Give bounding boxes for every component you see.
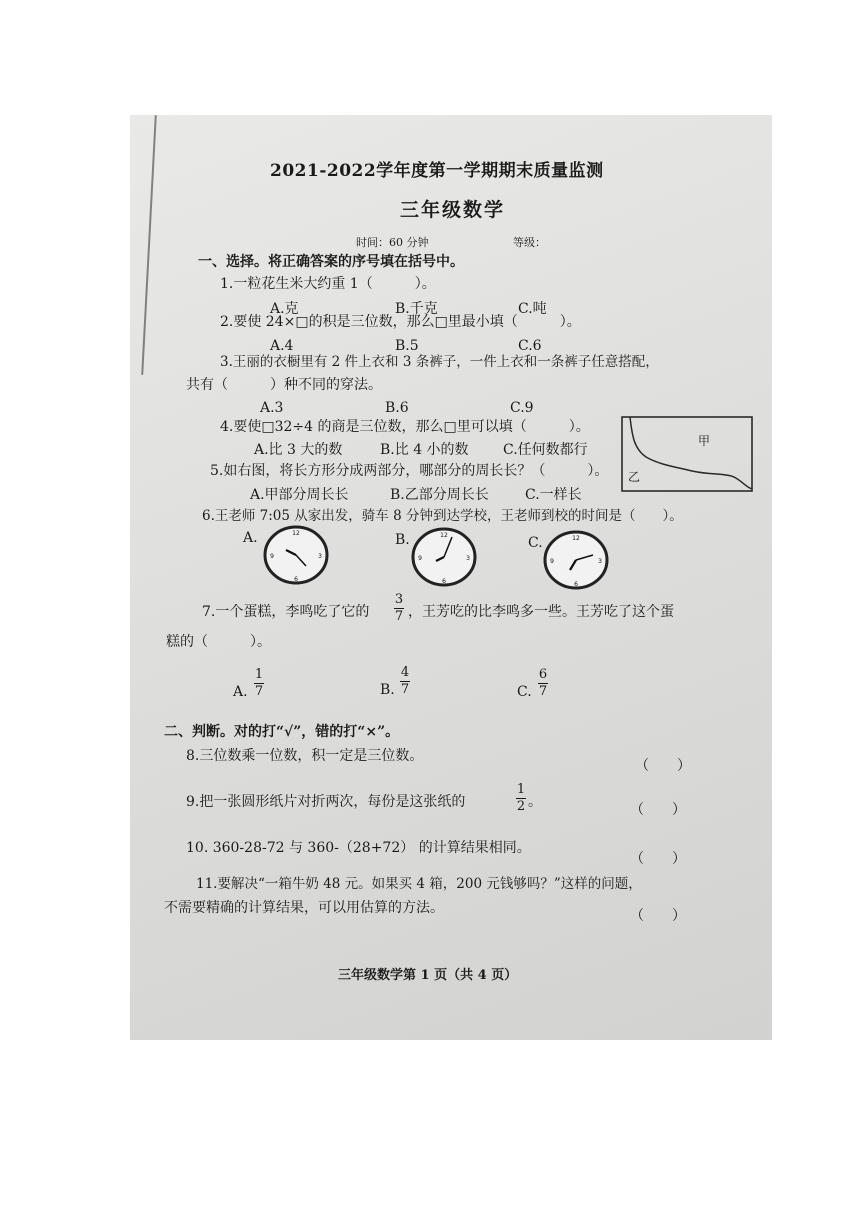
q3-line2: 共有（ ）种不同的穿法。 xyxy=(186,377,382,393)
q2-option-b: B.5 xyxy=(395,338,419,354)
section1-heading: 一、选择。将正确答案的序号填在括号中。 xyxy=(198,254,464,270)
q5-option-b: B.乙部分周长长 xyxy=(390,487,489,503)
q7-frac-den: 7 xyxy=(394,609,404,624)
q7-line2: 糕的（ ）。 xyxy=(166,634,271,650)
fig-label-yi: 乙 xyxy=(628,470,641,484)
svg-text:6: 6 xyxy=(442,578,446,585)
bleed-through-text xyxy=(600,175,704,194)
svg-text:6: 6 xyxy=(574,581,578,588)
q11-line2: 不需要精确的计算结果，可以用估算的方法。 xyxy=(164,900,444,916)
q3-option-a: A.3 xyxy=(260,400,284,416)
q4-text: 4.要使□32÷4 的商是三位数，那么□里可以填（ ）。 xyxy=(220,419,590,435)
q1-text: 1.一粒花生米大约重 1（ ）。 xyxy=(220,276,436,292)
q7-b-den: 7 xyxy=(400,682,410,697)
fig-label-jia: 甲 xyxy=(698,434,711,448)
q7-c-num: 6 xyxy=(538,667,548,682)
exam-paper xyxy=(130,115,772,1040)
svg-text:12: 12 xyxy=(440,532,448,539)
q6-text: 6.王老师 7:05 从家出发，骑车 8 分钟到达学校，王老师到校的时间是（ ）。 xyxy=(202,508,683,524)
q7-option-c-label: C. xyxy=(517,684,532,700)
q10-text: 10. 360-28-72 与 360-（28+72） 的计算结果相同。 xyxy=(186,840,531,856)
svg-text:3: 3 xyxy=(598,558,602,565)
q5-option-a: A.甲部分周长长 xyxy=(250,487,349,503)
paper-edge-line xyxy=(141,115,157,375)
q7-c-den: 7 xyxy=(538,684,548,699)
clock-b xyxy=(410,527,478,587)
section2-heading: 二、判断。对的打“√”，错的打“×”。 xyxy=(164,724,400,740)
q8-text: 8.三位数乘一位数，积一定是三位数。 xyxy=(186,748,424,764)
q11-bracket: （ ） xyxy=(630,908,686,924)
q7-a-den: 7 xyxy=(254,684,264,699)
q1-option-b: B.千克 xyxy=(395,301,438,317)
grade-label: 等级： xyxy=(513,236,546,249)
q11-line1: 11.要解决“一箱牛奶 48 元。如果买 4 箱，200 元钱够吗？”这样的问题， xyxy=(196,876,642,892)
q7-text-before: 7.一个蛋糕，李鸣吃了它的 xyxy=(202,604,370,620)
q10-bracket: （ ） xyxy=(630,851,686,867)
svg-text:9: 9 xyxy=(550,558,554,565)
q9-frac-num: 1 xyxy=(516,782,526,797)
svg-text:12: 12 xyxy=(292,530,300,537)
q2-text: 2.要使 24×□的积是三位数，那么□里最小填（ ）。 xyxy=(220,314,581,330)
q9-fraction xyxy=(516,783,526,814)
q9-text-after: 。 xyxy=(528,794,542,810)
svg-text:9: 9 xyxy=(418,555,422,562)
q3-option-b: B.6 xyxy=(385,400,409,416)
page-footer: 三年级数学第 1 页（共 4 页） xyxy=(338,968,518,983)
q4-option-c: C.任何数都行 xyxy=(503,442,588,458)
q7-option-c-fraction xyxy=(538,668,548,699)
svg-text:12: 12 xyxy=(572,535,580,542)
rectangle-division-figure xyxy=(620,415,756,495)
q2-option-c: C.6 xyxy=(518,338,542,354)
svg-text:9: 9 xyxy=(270,553,274,560)
time-label: 时间：60 分钟 xyxy=(356,236,429,249)
svg-text:3: 3 xyxy=(466,555,470,562)
q3-option-c: C.9 xyxy=(510,400,534,416)
q6-option-c: C. xyxy=(528,535,543,551)
exam-title: 2021-2022学年度第一学期期末质量监测 xyxy=(270,161,604,181)
q9-frac-den: 2 xyxy=(516,799,526,814)
q1-option-c: C.吨 xyxy=(518,301,547,317)
svg-text:6: 6 xyxy=(294,576,298,583)
q7-option-b-fraction xyxy=(400,666,410,697)
clock-a xyxy=(262,525,330,585)
exam-subtitle: 三年级数学 xyxy=(400,199,506,221)
q4-option-a: A.比 3 大的数 xyxy=(254,442,343,458)
q4-option-b: B.比 4 小的数 xyxy=(380,442,469,458)
q6-option-b: B. xyxy=(395,532,410,548)
q7-b-num: 4 xyxy=(400,665,410,680)
q6-option-a: A. xyxy=(243,530,258,546)
q7-a-num: 1 xyxy=(254,667,264,682)
q8-bracket: （ ） xyxy=(635,758,691,774)
q7-option-a-label: A. xyxy=(233,684,248,700)
q7-option-a-fraction xyxy=(254,668,264,699)
q9-bracket: （ ） xyxy=(630,802,686,818)
q2-option-a: A.4 xyxy=(270,338,294,354)
q7-frac-num: 3 xyxy=(394,592,404,607)
svg-text:3: 3 xyxy=(318,553,322,560)
q5-option-c: C.一样长 xyxy=(525,487,582,503)
q5-text: 5.如右图，将长方形分成两部分，哪部分的周长长？（ ）。 xyxy=(210,463,609,479)
q9-text-before: 9.把一张圆形纸片对折两次，每份是这张纸的 xyxy=(186,794,466,810)
q7-text-after: ，王芳吃的比李鸣多一些。王芳吃了这个蛋 xyxy=(408,604,674,620)
q7-option-b-label: B. xyxy=(380,682,395,698)
q7-fraction xyxy=(394,593,404,624)
q1-option-a: A.克 xyxy=(270,301,299,317)
clock-c xyxy=(542,530,610,590)
q3-line1: 3.王丽的衣橱里有 2 件上衣和 3 条裤子，一件上衣和一条裤子任意搭配， xyxy=(220,354,659,370)
